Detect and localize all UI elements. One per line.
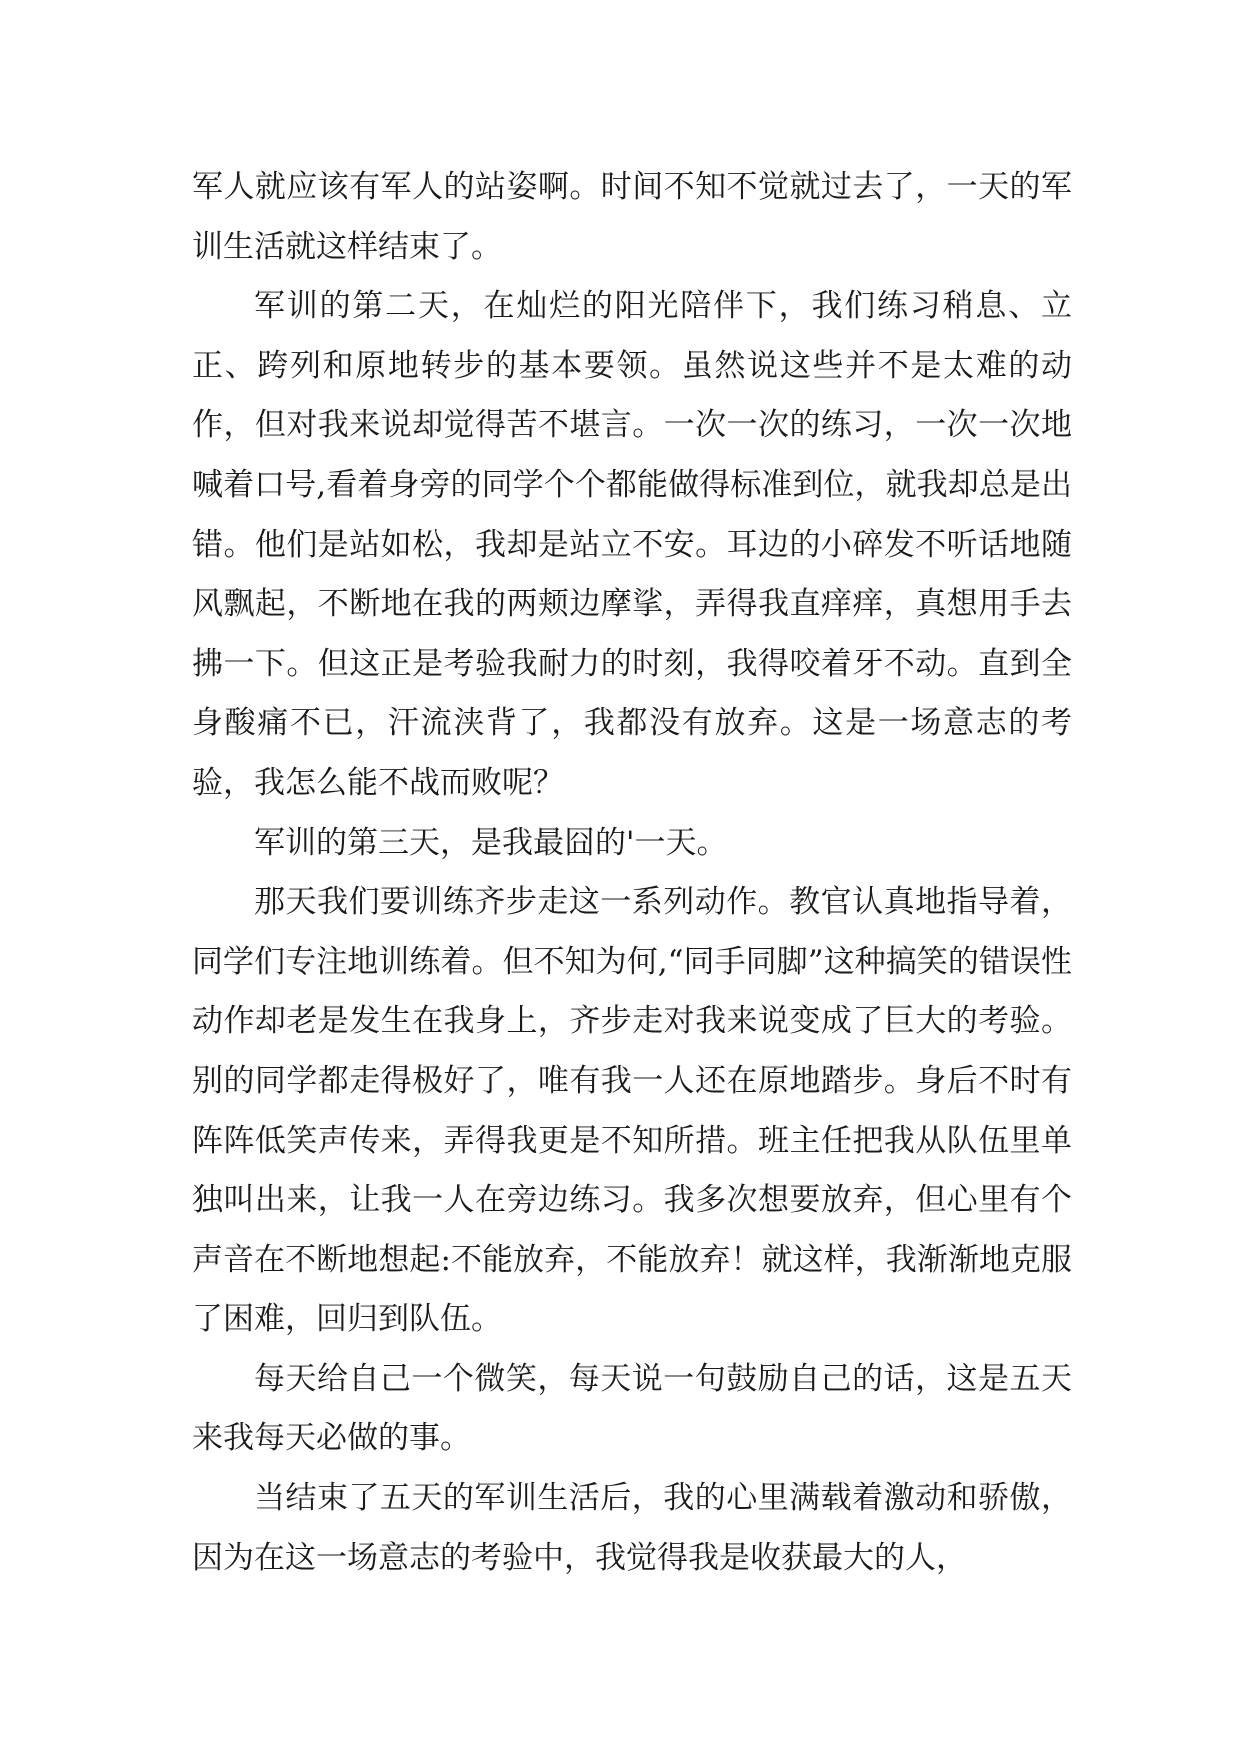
paragraph-1: 军人就应该有军人的站姿啊。时间不知不觉就过去了，一天的军训生活就这样结束了。: [192, 169, 1072, 265]
paragraph-5: 每天给自己一个微笑，每天说一句鼓励自己的话，这是五天来我每天必做的事。: [192, 1360, 1072, 1457]
paragraph-4: 那天我们要训练齐步走这一系列动作。教官认真地指导着，同学们专注地训练着。但不知为何,“同手同脚”这种搞笑的错误性动作却老是发生在我身上，齐步走对我来说变成了巨大的考验。别的同学都走得极好了，唯有我一人还在原地踏步。身后不时有阵阵低笑声传来，弄得我更是不知所措。班主任把我从队伍里单独叫出来，让我一人在旁边练习。我多次想要放弃，但心里有个声音在不断地想起:不能放弃，不能放弃！就这样，我渐渐地克服了困难，回归到队伍。: [192, 884, 1072, 1338]
paragraph-3: 军训的第三天，是我最囧的'一天。: [254, 824, 728, 861]
paragraph-2: 军训的第二天，在灿烂的阳光陪伴下，我们练习稍息、立正、跨列和原地转步的基本要领。虽然说这些并不是太难的动作，但对我来说却觉得苦不堪言。一次一次的练习，一次一次地喊着口号,看着身旁的同学个个都能做得标准到位，就我却总是出错。他们是站如松，我却是站立不安。耳边的小碎发不听话地随风飘起，不断地在我的两颊边摩挲，弄得我直痒痒，真想用手去拂一下。但这正是考验我耐力的时刻，我得咬着牙不动。直到全身酸痛不已，汗流浃背了，我都没有放弃。这是一场意志的考验，我怎么能不战而败呢？: [192, 288, 1072, 801]
article-body: [192, 158, 1072, 1588]
paragraph-6: 当结束了五天的军训生活后，我的心里满载着激动和骄傲，因为在这一场意志的考验中，我觉得我是收获最大的人，: [192, 1480, 1072, 1576]
